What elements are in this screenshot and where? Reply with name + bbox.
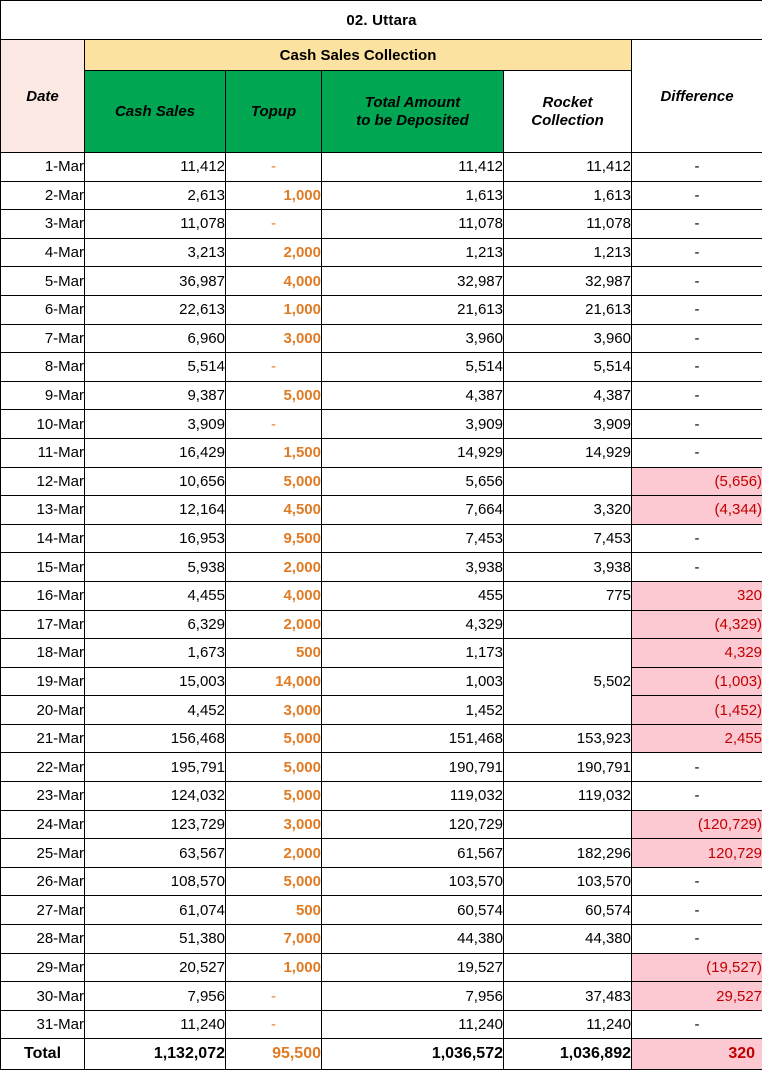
cell-date: 1-Mar [1, 153, 85, 182]
table-row [1, 610, 762, 639]
cell-rocket-collection: 1,613 [504, 181, 632, 210]
cell-rocket-collection: 60,574 [504, 896, 632, 925]
cell-date: 2-Mar [1, 181, 85, 210]
cell-difference: (4,329) [632, 610, 762, 639]
group-header-row [1, 40, 762, 71]
page-title: 02. Uttara [1, 1, 762, 40]
cell-rocket-collection: 153,923 [504, 724, 632, 753]
cell-cash-sales: 4,455 [85, 581, 226, 610]
cell-total-amount-to-be-deposited: 3,960 [322, 324, 504, 353]
cell-rocket-collection: 3,960 [504, 324, 632, 353]
cell-cash-sales: 1,673 [85, 639, 226, 668]
cell-topup: - [226, 410, 322, 439]
cell-total-amount-to-be-deposited: 14,929 [322, 438, 504, 467]
cell-topup: 4,000 [226, 581, 322, 610]
table-row [1, 496, 762, 525]
cell-topup: 2,000 [226, 238, 322, 267]
table-header [1, 1, 762, 153]
cell-cash-sales: 2,613 [85, 181, 226, 210]
cell-difference: - [632, 381, 762, 410]
column-header-topup: Topup [226, 71, 322, 153]
table-row [1, 667, 762, 696]
cell-difference: - [632, 353, 762, 382]
cell-cash-sales: 156,468 [85, 724, 226, 753]
cell-rocket-collection: 182,296 [504, 839, 632, 868]
cell-topup: 3,000 [226, 324, 322, 353]
cell-rocket-collection: 5,514 [504, 353, 632, 382]
table-row [1, 1010, 762, 1039]
table-row [1, 410, 762, 439]
cell-date: 13-Mar [1, 496, 85, 525]
cell-topup: 2,000 [226, 839, 322, 868]
table-row [1, 553, 762, 582]
cell-rocket-collection: 21,613 [504, 295, 632, 324]
cell-date: 10-Mar [1, 410, 85, 439]
cell-date: 19-Mar [1, 667, 85, 696]
cell-difference: - [632, 782, 762, 811]
cell-total-amount-to-be-deposited: 5,656 [322, 467, 504, 496]
column-header-difference: Difference [632, 40, 762, 153]
cell-total-amount-to-be-deposited: 21,613 [322, 295, 504, 324]
cell-date: 15-Mar [1, 553, 85, 582]
cell-total-amount-to-be-deposited: 103,570 [322, 867, 504, 896]
cell-cash-sales: 123,729 [85, 810, 226, 839]
cell-topup: 2,000 [226, 553, 322, 582]
table-row [1, 153, 762, 182]
table-row [1, 982, 762, 1011]
cell-difference: - [632, 753, 762, 782]
cell-date: 31-Mar [1, 1010, 85, 1039]
table-row [1, 696, 762, 725]
cell-total-rocket-collection: 1,036,892 [504, 1039, 632, 1070]
cell-difference: - [632, 210, 762, 239]
cell-rocket-collection [504, 810, 632, 839]
cell-total-amount-to-be-deposited: 190,791 [322, 753, 504, 782]
cell-total-amount-to-be-deposited: 4,329 [322, 610, 504, 639]
cell-total-amount-to-be-deposited: 120,729 [322, 810, 504, 839]
table-row [1, 324, 762, 353]
cell-rocket-collection: 11,078 [504, 210, 632, 239]
cell-difference: - [632, 295, 762, 324]
cell-cash-sales: 5,938 [85, 553, 226, 582]
column-header-total-amount-to-be-deposited [322, 71, 504, 153]
table-row [1, 181, 762, 210]
cell-cash-sales: 10,656 [85, 467, 226, 496]
cell-rocket-collection: 32,987 [504, 267, 632, 296]
cell-cash-sales: 51,380 [85, 925, 226, 954]
cell-difference: 120,729 [632, 839, 762, 868]
cell-cash-sales: 20,527 [85, 953, 226, 982]
table-row [1, 210, 762, 239]
cell-total-amount-to-be-deposited: 1,613 [322, 181, 504, 210]
cell-date: 4-Mar [1, 238, 85, 267]
cell-topup: 3,000 [226, 696, 322, 725]
table-row [1, 896, 762, 925]
cell-total-topup: 95,500 [226, 1039, 322, 1070]
rocket-collection-line-2: Collection [531, 111, 604, 129]
cell-rocket-collection: 4,387 [504, 381, 632, 410]
cell-difference: 320 [632, 581, 762, 610]
cell-topup: 3,000 [226, 810, 322, 839]
cell-cash-sales: 195,791 [85, 753, 226, 782]
cell-total-cash-sales: 1,132,072 [85, 1039, 226, 1070]
cell-cash-sales: 6,960 [85, 324, 226, 353]
cell-date: 5-Mar [1, 267, 85, 296]
cell-total-amount-to-be-deposited: 4,387 [322, 381, 504, 410]
cell-topup: - [226, 353, 322, 382]
cell-topup: - [226, 982, 322, 1011]
table-row [1, 810, 762, 839]
table-row [1, 925, 762, 954]
cell-date: 8-Mar [1, 353, 85, 382]
cell-cash-sales: 3,213 [85, 238, 226, 267]
cell-cash-sales: 6,329 [85, 610, 226, 639]
cell-topup: 500 [226, 639, 322, 668]
cell-date: 28-Mar [1, 925, 85, 954]
cell-cash-sales: 7,956 [85, 982, 226, 1011]
table-row [1, 782, 762, 811]
cell-difference: - [632, 867, 762, 896]
cell-difference: - [632, 1010, 762, 1039]
cell-difference: (5,656) [632, 467, 762, 496]
cell-rocket-collection: 5,502 [504, 639, 632, 725]
cell-date: 24-Mar [1, 810, 85, 839]
cell-total-amount-to-be-deposited: 3,938 [322, 553, 504, 582]
cell-total-amount-to-be-deposited: 5,514 [322, 353, 504, 382]
cell-date: 18-Mar [1, 639, 85, 668]
table-row [1, 724, 762, 753]
cell-cash-sales: 22,613 [85, 295, 226, 324]
cell-difference: - [632, 238, 762, 267]
cell-total-amount-to-be-deposited: 151,468 [322, 724, 504, 753]
total-amount-line-2: to be Deposited [356, 111, 469, 129]
cell-cash-sales: 108,570 [85, 867, 226, 896]
cell-rocket-collection: 103,570 [504, 867, 632, 896]
cell-difference: (4,344) [632, 496, 762, 525]
cell-topup: 2,000 [226, 610, 322, 639]
cell-rocket-collection: 775 [504, 581, 632, 610]
table-body [1, 153, 762, 1070]
table-row [1, 467, 762, 496]
cell-total-difference: 320 [632, 1039, 762, 1070]
cell-rocket-collection: 190,791 [504, 753, 632, 782]
cell-total-label: Total [1, 1039, 85, 1070]
cell-difference: - [632, 524, 762, 553]
cell-difference: - [632, 410, 762, 439]
cell-rocket-collection: 1,213 [504, 238, 632, 267]
table-row [1, 639, 762, 668]
table-row [1, 524, 762, 553]
cell-total-amount-to-be-deposited: 60,574 [322, 896, 504, 925]
cell-difference: (120,729) [632, 810, 762, 839]
cell-total-amount-to-be-deposited: 11,240 [322, 1010, 504, 1039]
cell-rocket-collection: 119,032 [504, 782, 632, 811]
cell-difference: - [632, 553, 762, 582]
cell-difference: - [632, 324, 762, 353]
cell-date: 22-Mar [1, 753, 85, 782]
cell-topup: 4,500 [226, 496, 322, 525]
cell-date: 17-Mar [1, 610, 85, 639]
cell-date: 12-Mar [1, 467, 85, 496]
cell-rocket-collection [504, 467, 632, 496]
cell-total-amount-to-be-deposited: 44,380 [322, 925, 504, 954]
cell-cash-sales: 61,074 [85, 896, 226, 925]
cell-total-amount-to-be-deposited: 32,987 [322, 267, 504, 296]
cell-rocket-collection [504, 953, 632, 982]
table-row [1, 295, 762, 324]
cell-date: 26-Mar [1, 867, 85, 896]
cell-rocket-collection [504, 610, 632, 639]
cell-date: 11-Mar [1, 438, 85, 467]
cell-total-amount-to-be-deposited: 7,664 [322, 496, 504, 525]
cell-topup: 7,000 [226, 925, 322, 954]
cell-topup: 14,000 [226, 667, 322, 696]
cell-cash-sales: 5,514 [85, 353, 226, 382]
cell-topup: 5,000 [226, 867, 322, 896]
title-row [1, 1, 762, 40]
cell-topup: 1,000 [226, 181, 322, 210]
cell-total-amount-to-be-deposited: 7,453 [322, 524, 504, 553]
cell-topup: 5,000 [226, 782, 322, 811]
cell-total-amount-to-be-deposited: 1,452 [322, 696, 504, 725]
table-row [1, 581, 762, 610]
cell-date: 3-Mar [1, 210, 85, 239]
cell-cash-sales: 16,429 [85, 438, 226, 467]
cell-difference: - [632, 438, 762, 467]
cell-rocket-collection: 37,483 [504, 982, 632, 1011]
cell-difference: - [632, 896, 762, 925]
cell-cash-sales: 36,987 [85, 267, 226, 296]
cell-date: 21-Mar [1, 724, 85, 753]
table-row [1, 238, 762, 267]
cell-difference: 29,527 [632, 982, 762, 1011]
cell-cash-sales: 4,452 [85, 696, 226, 725]
rocket-collection-line-1: Rocket [542, 94, 593, 112]
cell-date: 29-Mar [1, 953, 85, 982]
table-row [1, 953, 762, 982]
column-header-date: Date [1, 40, 85, 153]
cell-difference: - [632, 925, 762, 954]
cell-date: 25-Mar [1, 839, 85, 868]
cell-cash-sales: 12,164 [85, 496, 226, 525]
cell-cash-sales: 3,909 [85, 410, 226, 439]
cell-total-amount-to-be-deposited: 1,003 [322, 667, 504, 696]
cell-cash-sales: 11,240 [85, 1010, 226, 1039]
cell-topup: - [226, 1010, 322, 1039]
cell-date: 30-Mar [1, 982, 85, 1011]
cell-topup: 1,000 [226, 295, 322, 324]
cell-total-amount-to-be-deposited: 61,567 [322, 839, 504, 868]
cell-difference: (1,003) [632, 667, 762, 696]
cell-total-amount-to-be-deposited: 1,173 [322, 639, 504, 668]
cell-total-amount-to-be-deposited: 19,527 [322, 953, 504, 982]
cell-topup: - [226, 210, 322, 239]
cell-total-amount-to-be-deposited: 119,032 [322, 782, 504, 811]
cell-cash-sales: 11,078 [85, 210, 226, 239]
cell-date: 14-Mar [1, 524, 85, 553]
cell-topup: 1,000 [226, 953, 322, 982]
cell-topup: 5,000 [226, 467, 322, 496]
cell-cash-sales: 15,003 [85, 667, 226, 696]
table-row [1, 438, 762, 467]
cell-total-amount: 1,036,572 [322, 1039, 504, 1070]
cell-difference: - [632, 153, 762, 182]
cell-rocket-collection: 3,938 [504, 553, 632, 582]
cell-rocket-collection: 7,453 [504, 524, 632, 553]
total-amount-line-1: Total Amount [364, 94, 461, 112]
cell-total-amount-to-be-deposited: 7,956 [322, 982, 504, 1011]
cell-rocket-collection: 14,929 [504, 438, 632, 467]
cell-rocket-collection: 44,380 [504, 925, 632, 954]
cell-date: 6-Mar [1, 295, 85, 324]
cell-topup: 9,500 [226, 524, 322, 553]
table-row [1, 381, 762, 410]
table-row [1, 867, 762, 896]
table-row [1, 353, 762, 382]
group-header-cash-sales-collection: Cash Sales Collection [85, 40, 632, 71]
cell-difference: (1,452) [632, 696, 762, 725]
cell-rocket-collection: 3,909 [504, 410, 632, 439]
cell-date: 16-Mar [1, 581, 85, 610]
cell-cash-sales: 16,953 [85, 524, 226, 553]
cell-topup: 5,000 [226, 753, 322, 782]
cell-date: 9-Mar [1, 381, 85, 410]
cell-total-amount-to-be-deposited: 11,078 [322, 210, 504, 239]
cell-difference: - [632, 181, 762, 210]
cell-cash-sales: 63,567 [85, 839, 226, 868]
cell-total-amount-to-be-deposited: 3,909 [322, 410, 504, 439]
table-row [1, 839, 762, 868]
cell-topup: 500 [226, 896, 322, 925]
cell-topup: - [226, 153, 322, 182]
cell-difference: (19,527) [632, 953, 762, 982]
cell-cash-sales: 9,387 [85, 381, 226, 410]
cell-date: 20-Mar [1, 696, 85, 725]
cell-topup: 5,000 [226, 724, 322, 753]
cell-rocket-collection: 11,412 [504, 153, 632, 182]
cell-rocket-collection: 3,320 [504, 496, 632, 525]
total-row [1, 1039, 762, 1070]
cell-cash-sales: 124,032 [85, 782, 226, 811]
cell-difference: 2,455 [632, 724, 762, 753]
cell-total-amount-to-be-deposited: 455 [322, 581, 504, 610]
cell-topup: 4,000 [226, 267, 322, 296]
column-header-cash-sales: Cash Sales [85, 71, 226, 153]
column-header-rocket-collection [504, 71, 632, 153]
cell-topup: 5,000 [226, 381, 322, 410]
cell-rocket-collection: 11,240 [504, 1010, 632, 1039]
cell-date: 23-Mar [1, 782, 85, 811]
table-row [1, 753, 762, 782]
cell-date: 7-Mar [1, 324, 85, 353]
cell-difference: - [632, 267, 762, 296]
cell-cash-sales: 11,412 [85, 153, 226, 182]
cell-total-amount-to-be-deposited: 11,412 [322, 153, 504, 182]
cell-date: 27-Mar [1, 896, 85, 925]
table-row [1, 267, 762, 296]
cell-difference: 4,329 [632, 639, 762, 668]
cell-total-amount-to-be-deposited: 1,213 [322, 238, 504, 267]
cell-topup: 1,500 [226, 438, 322, 467]
